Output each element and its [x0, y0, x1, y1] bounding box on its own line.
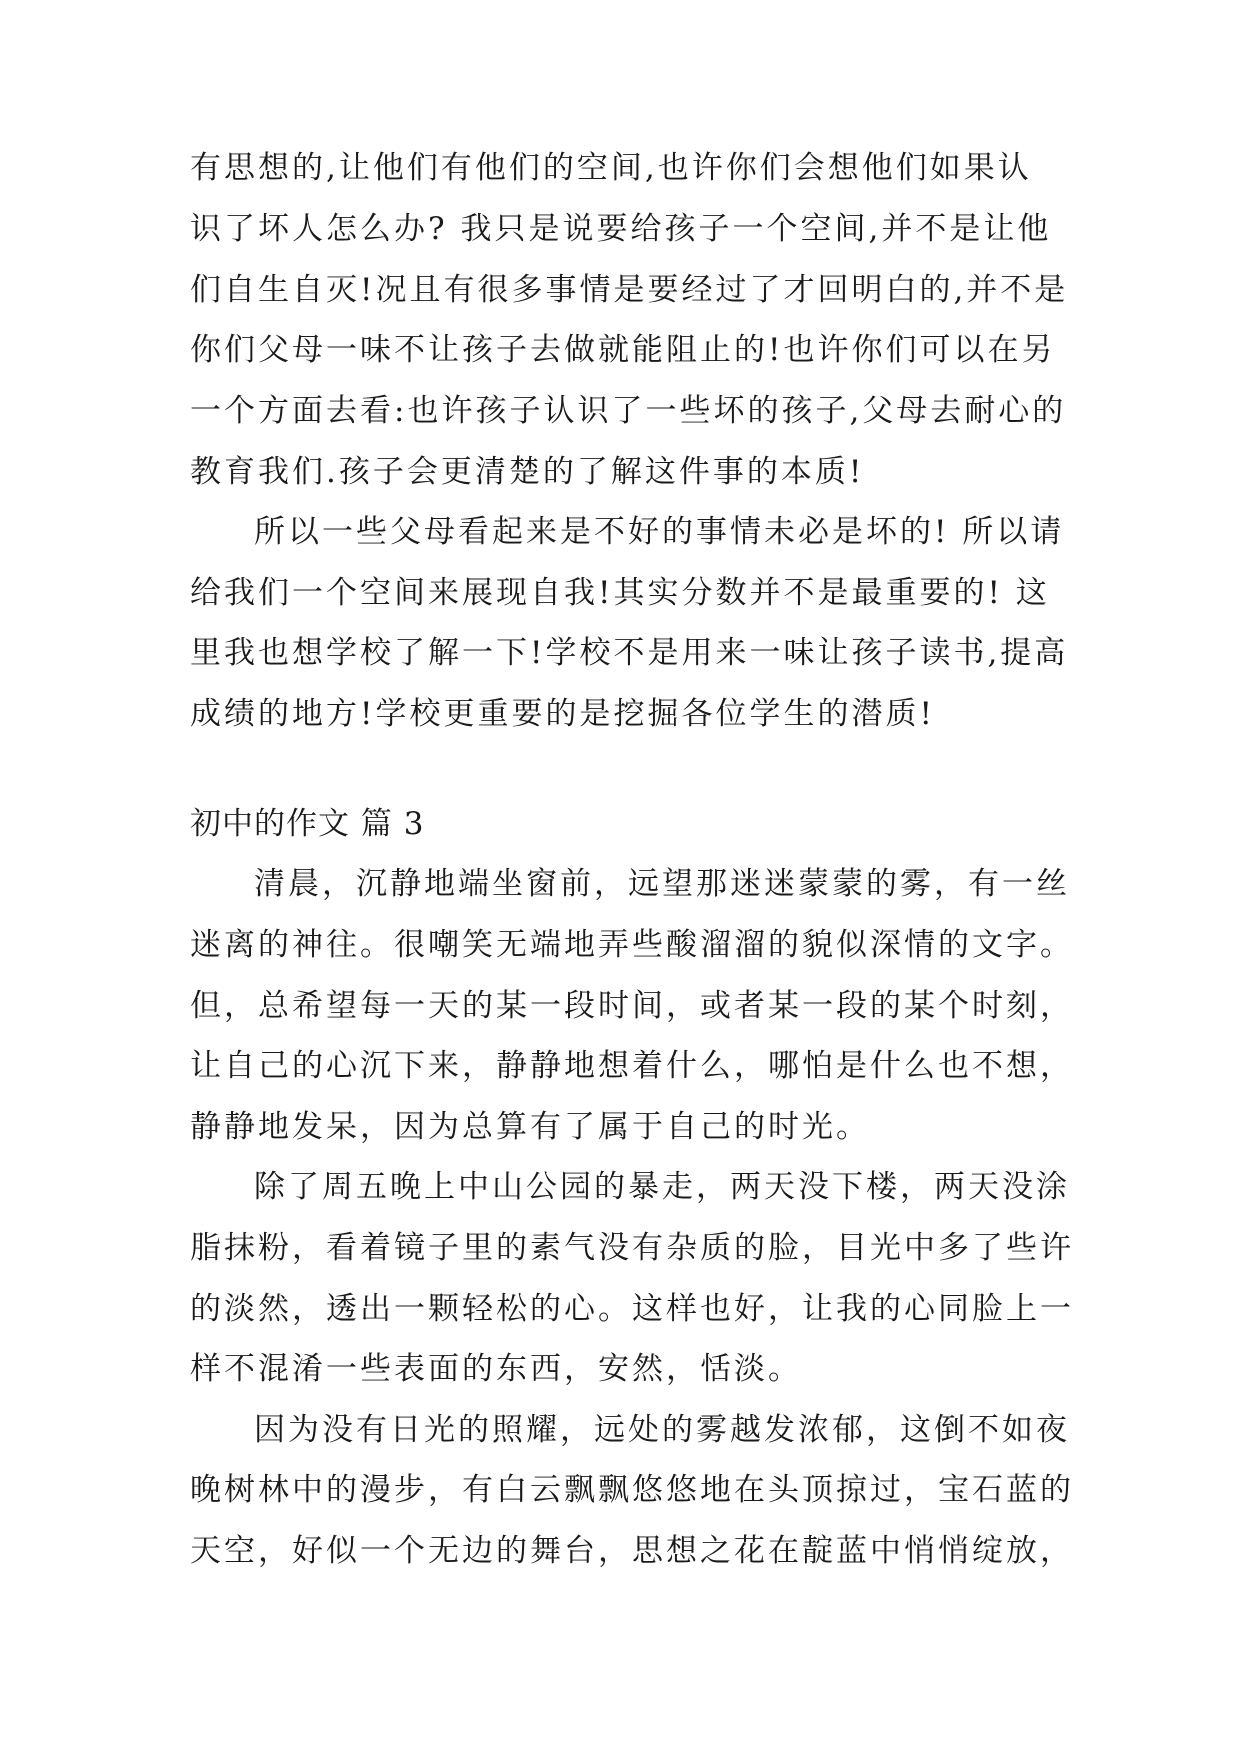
paragraph-start-line: 除了周五晚上中山公园的暴走，两天没下楼，两天没涂 [254, 1169, 1070, 1205]
text-line: 天空，好似一个无边的舞台，思想之花在靛蓝中悄悄绽放， [190, 1533, 1074, 1569]
text-line: 里我也想学校了解一下!学校不是用来一味让孩子读书,提高 [190, 635, 1069, 671]
paragraph-start-line: 所以一些父母看起来是不好的事情未必是坏的! 所以请 [254, 514, 1065, 550]
text-line: 但，总希望每一天的某一段时间，或者某一段的某个时刻， [190, 988, 1074, 1024]
text-line: 你们父母一味不让孩子去做就能阻止的!也许你们可以在另 [190, 332, 1056, 368]
text-line: 样不混淆一些表面的东西，安然，恬淡。 [190, 1351, 802, 1387]
paragraph-start-line: 因为没有日光的照耀，远处的雾越发浓郁，这倒不如夜 [254, 1412, 1070, 1448]
text-line: 脂抹粉，看着镜子里的素气没有杂质的脸，目光中多了些许 [190, 1230, 1074, 1266]
text-line: 们自生自灭!况且有很多事情是要经过了才回明白的,并不是 [190, 272, 1069, 308]
text-line: 识了坏人怎么办? 我只是说要给孩子一个空间,并不是让他 [190, 211, 1052, 247]
text-line: 迷离的神往。很嘲笑无端地弄些酸溜溜的貌似深情的文字。 [190, 927, 1074, 963]
text-line: 静静地发呆，因为总算有了属于自己的时光。 [190, 1109, 870, 1145]
text-line: 给我们一个空间来展现自我!其实分数并不是最重要的! 这 [190, 575, 1050, 611]
text-line: 一个方面去看:也许孩子认识了一些坏的孩子,父母去耐心的 [190, 393, 1067, 429]
text-line: 成绩的地方!学校更重要的是挖掘各位学生的潜质! [190, 696, 935, 732]
text-line: 有思想的,让他们有他们的空间,也许你们会想他们如果认 [190, 150, 1032, 186]
section-heading: 初中的作文 篇 3 [190, 806, 425, 842]
text-line: 教育我们.孩子会更清楚的了解这件事的本质! [190, 454, 865, 490]
paragraph-start-line: 清晨，沉静地端坐窗前，远望那迷迷蒙蒙的雾，有一丝 [254, 866, 1070, 902]
text-line: 的淡然，透出一颗轻松的心。这样也好，让我的心同脸上一 [190, 1291, 1074, 1327]
text-line: 让自己的心沉下来，静静地想着什么，哪怕是什么也不想， [190, 1048, 1074, 1084]
text-line: 晚树林中的漫步，有白云飘飘悠悠地在头顶掠过，宝石蓝的 [190, 1472, 1074, 1508]
